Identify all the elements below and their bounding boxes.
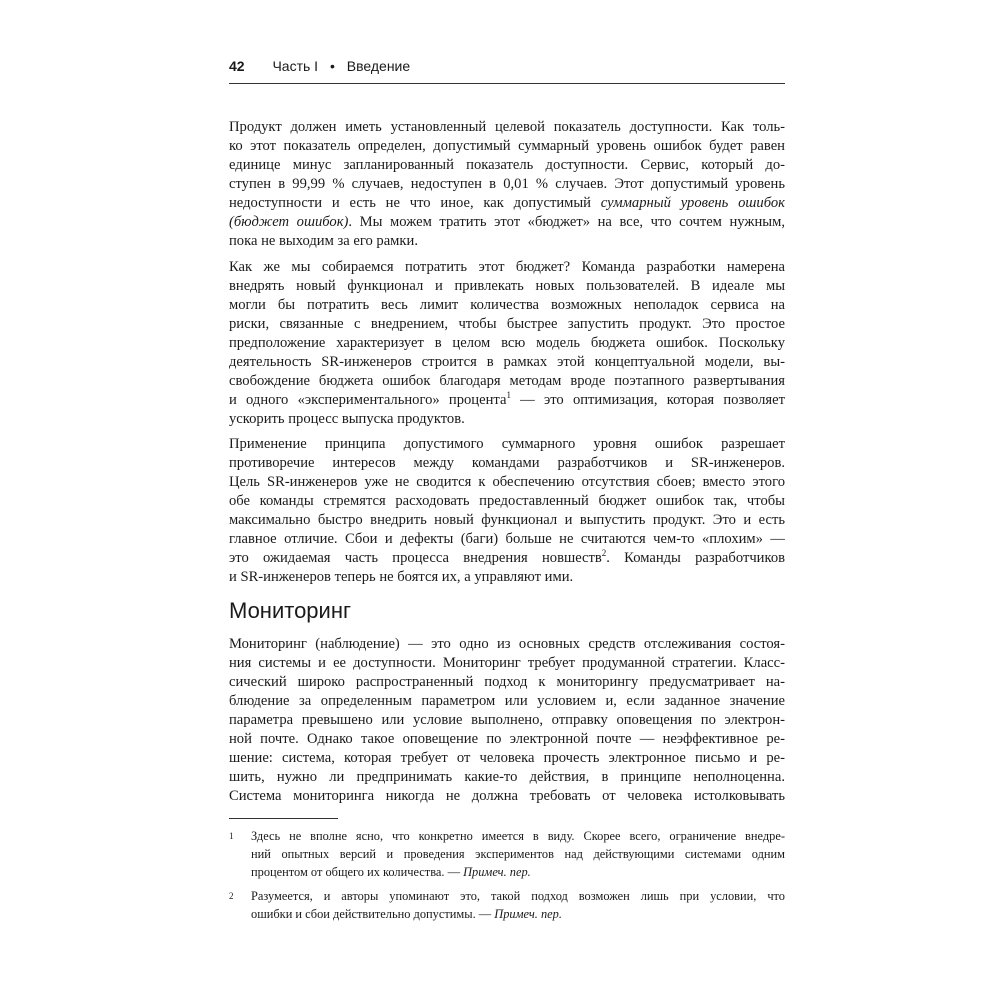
text-line: блюдение за определенным параметром или условием и, если заданное значение: [229, 693, 785, 709]
footnote-line: ний опытных версий и проведения экспериментов над действующими системами одним: [251, 847, 785, 861]
text-line: шить, нужно ли предпринимать какие-то действия, в принципе неполноценна.: [229, 769, 785, 785]
text-line: ной почте. Однако такое оповещение по электронной почте — неэффективное ре-: [229, 731, 785, 747]
text-line: пока не выходим за его рамки.: [229, 233, 418, 249]
footnote: [229, 887, 785, 923]
paragraph: [229, 118, 785, 251]
text-line: (бюджет ошибок). Мы можем тратить этот «бюджет» на все, что сочтем нужным,: [229, 214, 785, 230]
section-heading: Мониторинг: [229, 598, 352, 623]
italic-term: Примеч. пер.: [494, 907, 562, 921]
text-line: Система мониторинга никогда не должна требовать от человека истолковывать: [229, 788, 785, 804]
footnote-line: ошибки и сбои действительно допустимы. — Примеч. пер.: [251, 907, 562, 921]
text-line: противоречие интересов между командами разработчиков и SR-инженеров.: [229, 455, 785, 471]
italic-term: суммарный уровень ошибок: [600, 195, 785, 211]
text-line: ко этот показатель определен, допустимый суммарный уровень ошибок будет равен: [229, 138, 785, 154]
text-line: Мониторинг (наблюдение) — это одно из основных средств отслеживания состоя-: [229, 636, 785, 652]
italic-term: (бюджет ошибок): [229, 214, 349, 230]
text-line: и одного «экспериментального» процента$^1$ — это оптимизация, которая позволяет: [229, 390, 785, 408]
footnote-rule: [229, 818, 338, 819]
text-line: параметра превышено или условие выполнено, отправку оповещения по электрон-: [229, 712, 785, 728]
footnote-text: [251, 827, 785, 881]
text-line: Применение принципа допустимого суммарного уровня ошибок разрешает: [229, 436, 785, 452]
text-line: главное отличие. Сбои и дефекты (баги) больше не считаются чем-то «плохим» —: [229, 531, 785, 547]
text-line: Продукт должен иметь установленный целевой показатель доступности. Как толь-: [229, 119, 785, 135]
footnote-line: Разумеется, и авторы упоминают это, такой подход возможен лишь при условии, что: [251, 889, 785, 903]
page-number: 42: [229, 58, 245, 74]
footnote-line: процентом от общего их количества. — Примеч. пер.: [251, 865, 531, 879]
text-line: Как же мы собираемся потратить этот бюджет? Команда разработки намерена: [229, 259, 785, 275]
header-separator: •: [329, 58, 335, 74]
running-head: [229, 58, 785, 82]
section-paragraph: [229, 635, 785, 806]
text-line: деятельность SR-инженеров строится в рамках этой концептуальной модели, вы-: [229, 354, 785, 370]
text-line: максимально быстро внедрить новый функционал и выпустить продукт. Это и есть: [229, 512, 785, 528]
footnote: [229, 827, 785, 881]
text-line: могли бы потратить весь лимит количества возможных неполадок сервиса на: [229, 297, 785, 313]
footnote-mark: 2: [229, 891, 234, 901]
text-line: сический широко распространенный подход к мониторингу предусматривает на-: [229, 674, 785, 690]
text-line: обе команды стремятся расходовать предоставленный бюджет ошибок так, чтобы: [229, 493, 785, 509]
chapter-title: Введение: [346, 58, 411, 74]
footnote-text: [251, 887, 785, 923]
italic-term: Примеч. пер.: [463, 865, 531, 879]
paragraph: [229, 258, 785, 429]
paragraph: [229, 435, 785, 587]
text-line: риски, связанные с внедрением, чтобы быстрее запустить продукт. Это простое: [229, 316, 785, 332]
text-line: внедрять новый функционал и привлекать новых пользователей. В идеале мы: [229, 278, 785, 294]
text-line: шение: система, которая требует от человека прочесть электронное письмо и ре-: [229, 750, 785, 766]
footnote-reference: 1: [506, 390, 511, 401]
text-line: Цель SR-инженеров уже не сводится к обеспечению отсутствия сбоев; вместо этого: [229, 474, 785, 490]
text-line: это ожидаемая часть процесса внедрения новшеств$^2$. Команды разработчиков: [229, 548, 786, 566]
part-label: Часть I: [272, 58, 319, 74]
text-line: ступен в 99,99 % случаев, недоступен в 0,01 % случаев. Этот допустимый уровень: [229, 176, 785, 192]
text-line: предположение характеризует в целом всю модель бюджета ошибок. Поскольку: [229, 335, 785, 351]
text-line: единице минус запланированный показатель доступности. Сервис, который до-: [229, 157, 785, 173]
text-line: ния системы и ее доступности. Мониторинг требует продуманной стратегии. Класс-: [229, 655, 785, 671]
text-line: свобождение бюджета ошибок благодаря методам вроде поэтапного развертывания: [229, 373, 785, 389]
text-line: ускорить процесс выпуска продуктов.: [229, 411, 465, 427]
footnote-mark: 1: [229, 831, 234, 841]
text-line: недоступности и есть не что иное, как допустимый суммарный уровень ошибок: [229, 195, 785, 211]
text-line: и SR-инженеров теперь не боятся их, а управляют ими.: [229, 569, 574, 585]
footnote-line: Здесь не вполне ясно, что конкретно имеется в виду. Скорее всего, ограничение внедре-: [251, 829, 785, 843]
footnote-reference: 2: [601, 548, 607, 559]
header-rule: [229, 83, 785, 84]
